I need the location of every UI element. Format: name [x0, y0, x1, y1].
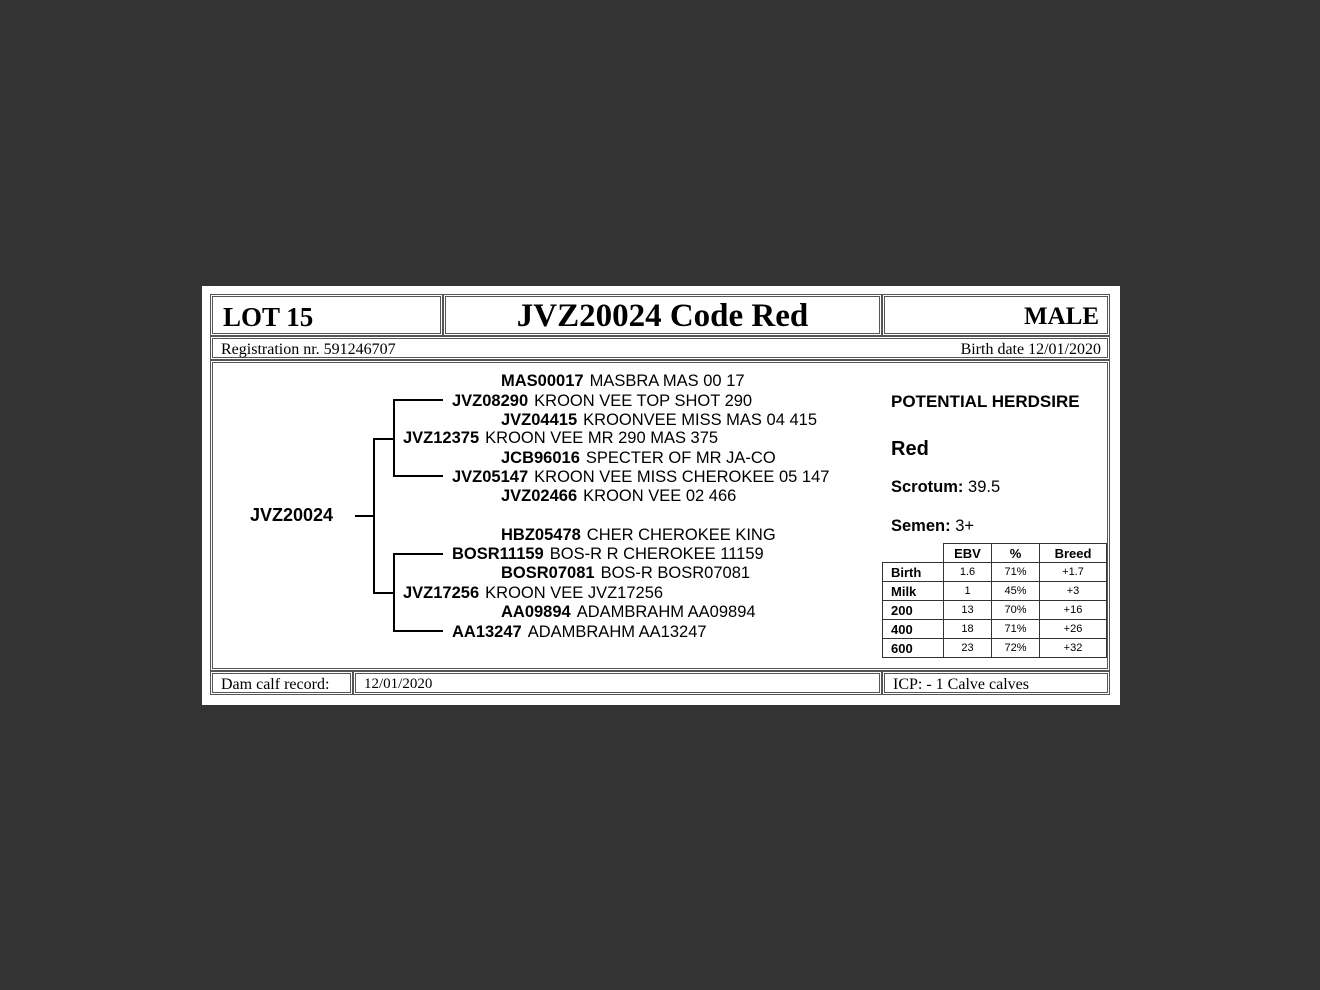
- table-row: [883, 620, 1107, 639]
- dam-calf-value-box: [353, 671, 882, 695]
- tree-line: [393, 553, 443, 555]
- registration-number: Registration nr. 591246707: [221, 341, 396, 358]
- animal-code: JVZ20024: [250, 505, 334, 525]
- pedigree-ds: BOSR11159 BOS-R R CHEROKEE 11159: [452, 545, 764, 563]
- ebv-cell: 1.6: [944, 563, 992, 582]
- pedigree-dds: AA09894 ADAMBRAHM AA09894: [501, 603, 756, 621]
- dam-calf-label: Dam calf record:: [221, 676, 330, 693]
- animal-title-box: [443, 294, 882, 336]
- ebv-cell: 23: [944, 639, 992, 658]
- pedigree-ss: JVZ08290 KROON VEE TOP SHOT 290: [452, 392, 753, 410]
- tree-line: [393, 553, 395, 632]
- pedigree-sss: MAS00017 MASBRA MAS 00 17: [501, 372, 745, 390]
- breed-cell: +1.7: [1040, 563, 1107, 582]
- table-row: [883, 601, 1107, 620]
- pedigree-sire: JVZ12375 KROON VEE MR 290 MAS 375: [403, 429, 719, 447]
- ebv-cell: 13: [944, 601, 992, 620]
- pedigree-sds: JCB96016 SPECTER OF MR JA-CO: [501, 449, 776, 467]
- trait-cell: 200: [883, 601, 944, 620]
- ebv-header: EBV: [944, 544, 992, 563]
- breed-cell: +32: [1040, 639, 1107, 658]
- breed-cell: +26: [1040, 620, 1107, 639]
- trait-cell: 600: [883, 639, 944, 658]
- pedigree-dd: AA13247 ADAMBRAHM AA13247: [452, 623, 707, 641]
- pedigree-sd: JVZ05147 KROON VEE MISS CHEROKEE 05 147: [452, 468, 830, 486]
- tree-line: [373, 438, 375, 594]
- pedigree-ssd: JVZ04415 KROONVEE MISS MAS 04 415: [501, 411, 817, 429]
- tree-line: [373, 438, 395, 440]
- birth-date: Birth date 12/01/2020: [960, 341, 1101, 358]
- table-row: [883, 563, 1107, 582]
- dam-calf-value: 12/01/2020: [364, 676, 433, 692]
- breed-cell: +16: [1040, 601, 1107, 620]
- tree-line: [393, 399, 395, 477]
- tree-line: [393, 630, 443, 632]
- tree-line: [393, 399, 443, 401]
- pedigree-dam: JVZ17256 KROON VEE JVZ17256: [403, 584, 664, 602]
- trait-cell: Milk: [883, 582, 944, 601]
- pedigree-dsd: BOSR07081 BOS-R BOSR07081: [501, 564, 751, 582]
- sex-box: [882, 294, 1110, 336]
- ebv-cell: 1: [944, 582, 992, 601]
- ebv-table: [882, 543, 1107, 658]
- pct-cell: 45%: [992, 582, 1040, 601]
- dam-calf-label-box: [210, 671, 353, 695]
- pedigree-sdd: JVZ02466 KROON VEE 02 466: [501, 487, 737, 505]
- pct-header: %: [992, 544, 1040, 563]
- tree-line: [355, 515, 373, 517]
- breed-header: Breed: [1040, 544, 1107, 563]
- lot-number: LOT 15: [223, 302, 314, 332]
- lot-card: [202, 286, 1120, 705]
- ebv-corner: [883, 544, 944, 563]
- semen-stat: Semen: 3+: [891, 517, 975, 535]
- pct-cell: 72%: [992, 639, 1040, 658]
- trait-cell: 400: [883, 620, 944, 639]
- pct-cell: 70%: [992, 601, 1040, 620]
- tree-line: [393, 475, 443, 477]
- ebv-cell: 18: [944, 620, 992, 639]
- animal-colour: Red: [891, 438, 929, 460]
- scrotum-stat: Scrotum: 39.5: [891, 478, 1001, 496]
- animal-title: JVZ20024 Code Red: [516, 298, 809, 334]
- registration-row: [210, 336, 1110, 360]
- icp-value: ICP: - 1 Calve calves: [893, 676, 1029, 693]
- lot-number-box: [210, 294, 443, 336]
- table-row: [883, 582, 1107, 601]
- animal-sex: MALE: [1024, 303, 1099, 330]
- pct-cell: 71%: [992, 620, 1040, 639]
- herdsire-heading: POTENTIAL HERDSIRE: [891, 392, 1080, 411]
- breed-cell: +3: [1040, 582, 1107, 601]
- trait-cell: Birth: [883, 563, 944, 582]
- pct-cell: 71%: [992, 563, 1040, 582]
- table-row: [883, 639, 1107, 658]
- ebv-header-row: [883, 544, 1107, 563]
- icp-box: [882, 671, 1110, 695]
- pedigree-dss: HBZ05478 CHER CHEROKEE KING: [501, 526, 776, 544]
- tree-line: [373, 592, 395, 594]
